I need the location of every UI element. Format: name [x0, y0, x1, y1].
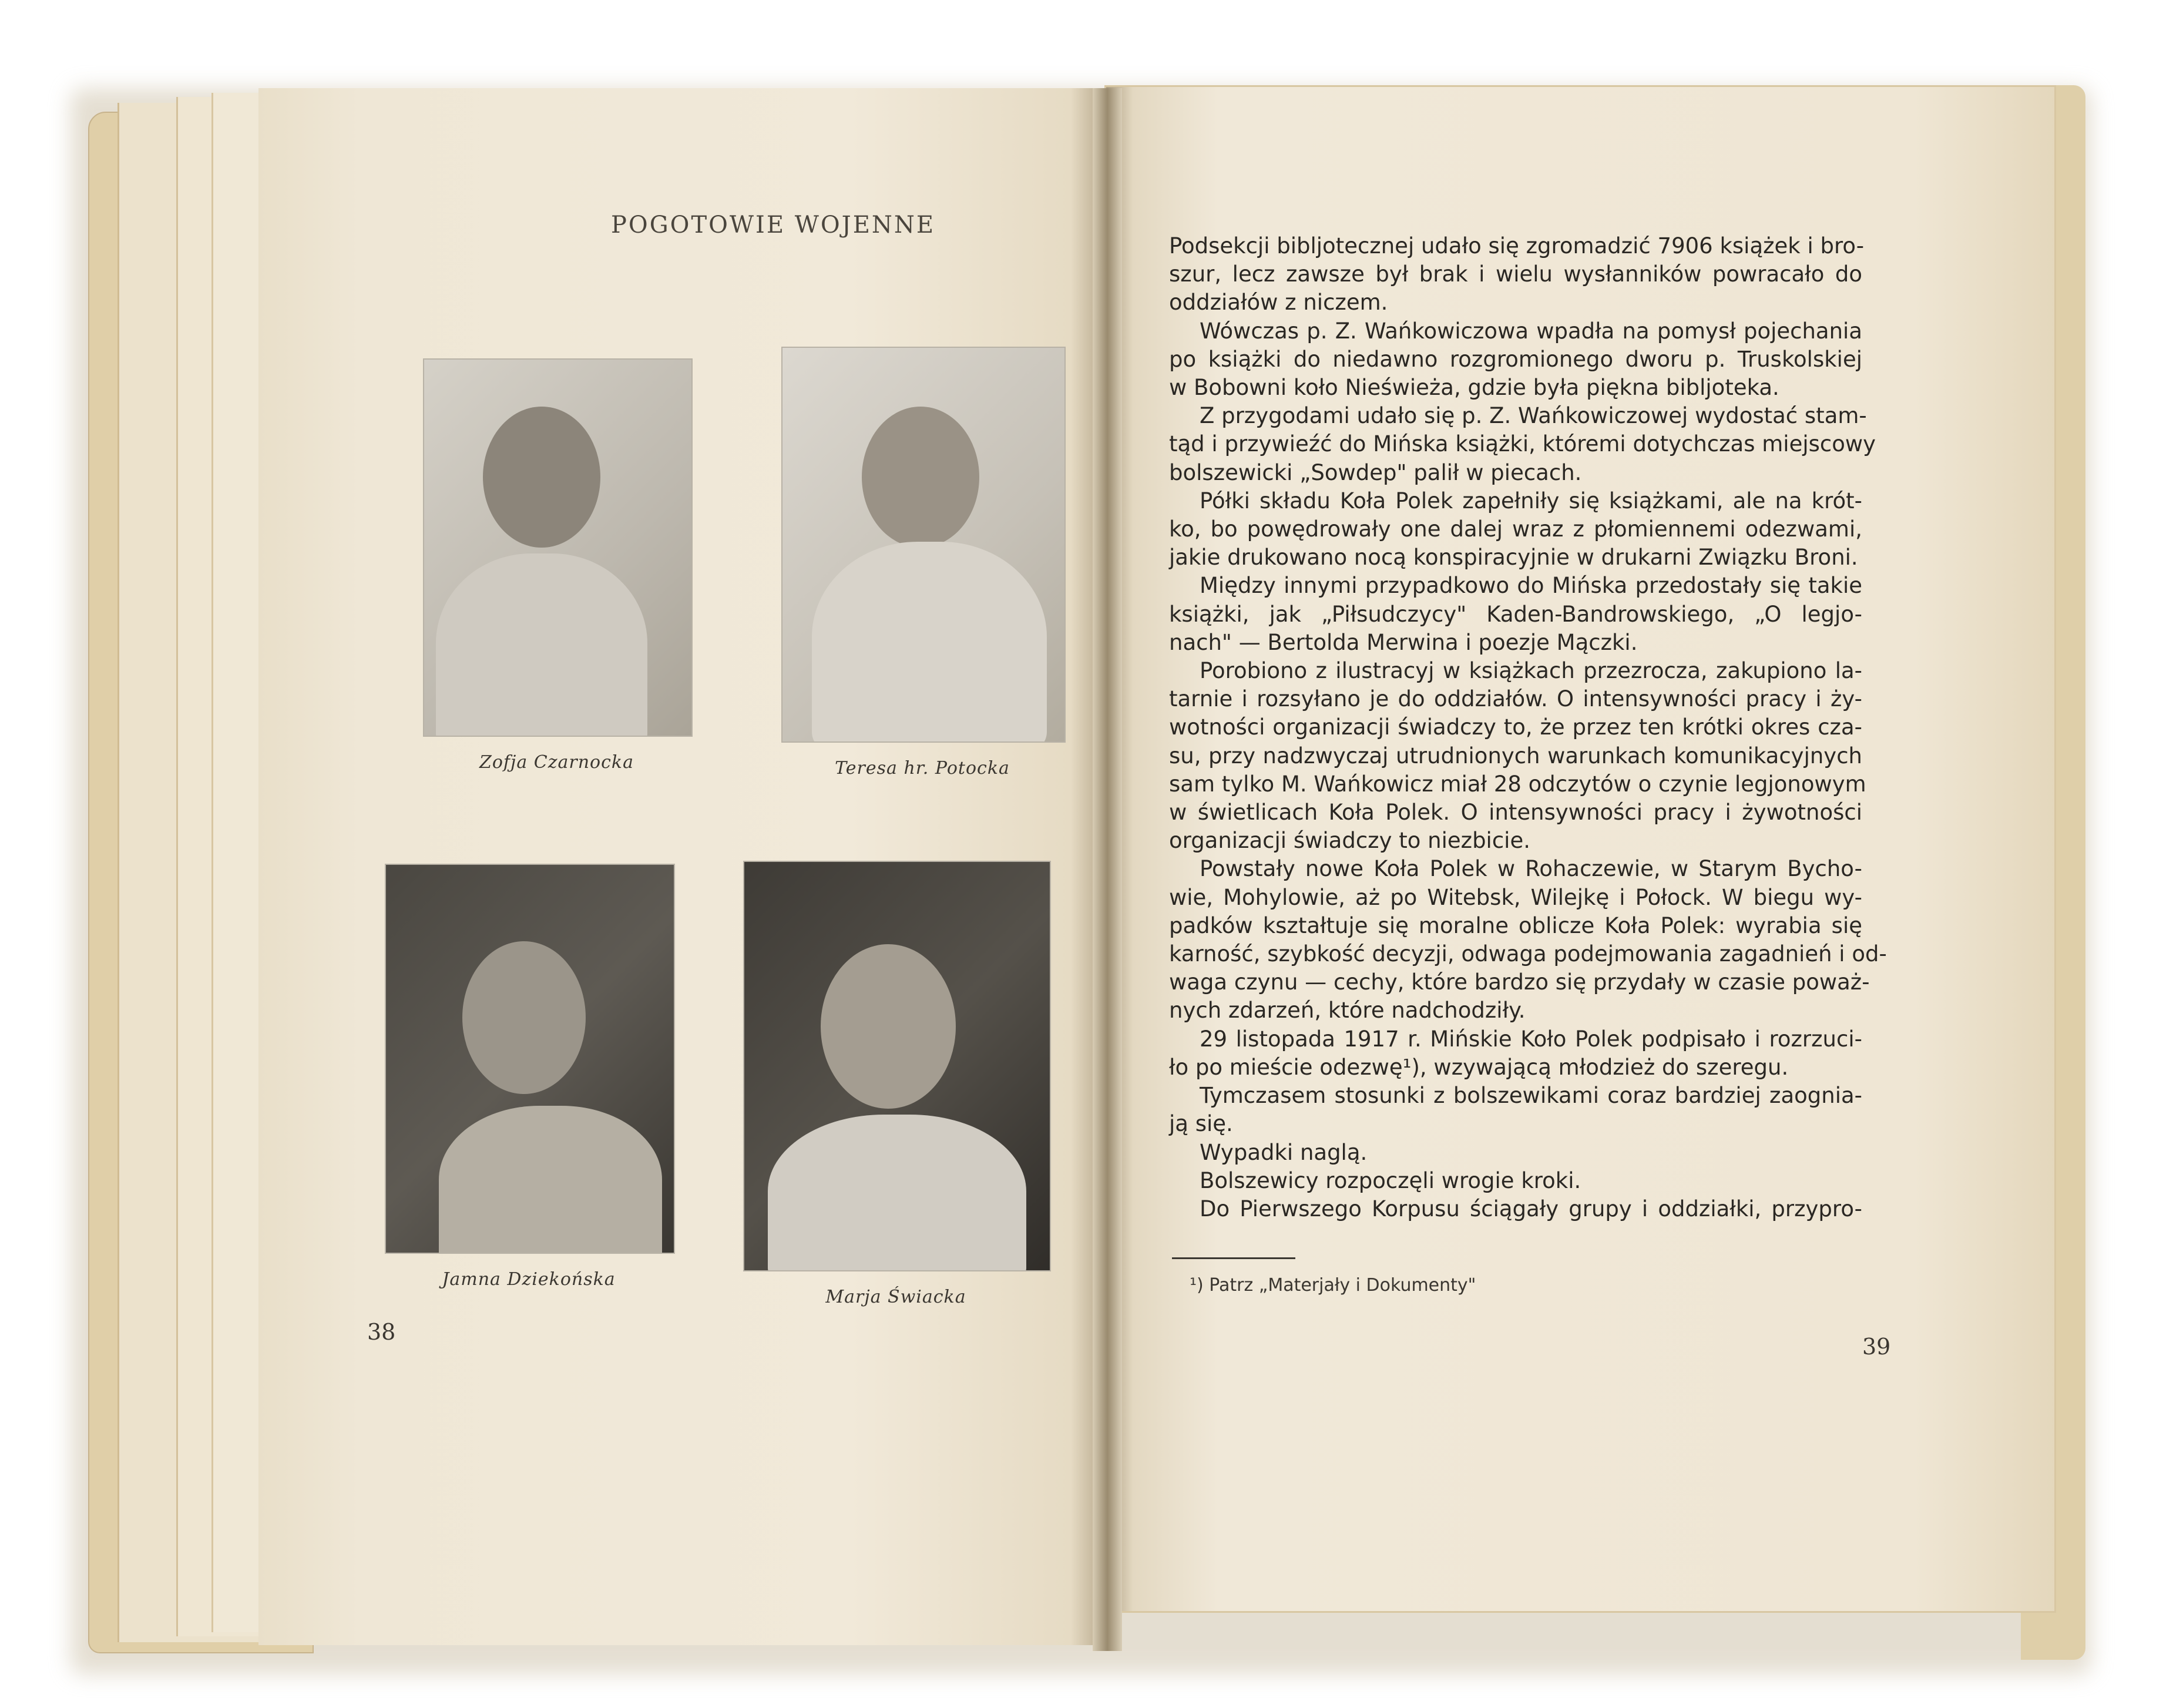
portrait-caption: Marja Świacka	[825, 1287, 966, 1307]
text-line: nach" — Bertolda Merwina i poezje Mączki.	[1169, 629, 1638, 655]
portrait-caption: Teresa hr. Potocka	[835, 758, 1010, 779]
portrait-head	[862, 407, 979, 548]
text-line: wie, Mohylowie, aż po Witebsk, Wilejkę i Połock. W biegu wy-	[1169, 884, 1862, 910]
portrait-photo	[423, 358, 693, 737]
portrait-body	[768, 1115, 1026, 1271]
footnote-rule	[1172, 1257, 1295, 1259]
portrait-photo	[385, 864, 675, 1254]
text-line: nych zdarzeń, które nadchodziły.	[1169, 998, 1526, 1024]
text-line: Bolszewicy rozpoczęli wrogie kroki.	[1200, 1167, 1581, 1193]
portrait-caption: Jamna Dziekońska	[442, 1269, 616, 1290]
portrait-photo	[781, 347, 1066, 743]
portrait-head	[821, 944, 956, 1109]
text-line: ko, bo powędrowały one dalej wraz z płomiennemi odezwami,	[1169, 516, 1862, 542]
text-line: karność, szybkość decyzji, odwaga podejmowania zagadnień i od-	[1169, 941, 1887, 967]
text-line: Wypadki naglą.	[1200, 1139, 1368, 1165]
text-line: ją się.	[1169, 1111, 1233, 1137]
footnote: ¹) Patrz „Materjały i Dokumenty"	[1190, 1275, 1476, 1296]
text-line: tarnie i rozsyłano je do oddziałów. O intensywności pracy i ży-	[1169, 686, 1862, 712]
text-line: sam tylko M. Wańkowicz miał 28 odczytów o czynie legjonowym	[1169, 771, 1866, 797]
text-line: padków kształtuje się moralne oblicze Koła Polek: wyrabia się	[1169, 912, 1862, 938]
text-line: Między innymi przypadkowo do Mińska przedostały się takie	[1200, 573, 1862, 599]
text-line: Z przygodami udało się p. Z. Wańkowiczowej wydostać stam-	[1200, 403, 1867, 429]
text-line: po książki do niedawno rozgromionego dworu p. Truskolskiej	[1169, 346, 1862, 372]
text-line: szur, lecz zawsze był brak i wielu wysłanników powracało do	[1169, 261, 1862, 287]
portrait-caption: Zofja Czarnocka	[479, 752, 634, 773]
page-number-left: 38	[367, 1319, 396, 1345]
body-text	[1169, 232, 1887, 1223]
text-line: Półki składu Koła Polek zapełniły się książkami, ale na krót-	[1200, 488, 1862, 514]
text-line: ło po mieście odezwę¹), wzywającą młodzież do szeregu.	[1169, 1054, 1789, 1080]
portrait-photo	[743, 861, 1051, 1271]
text-line: su, przy nadzwyczaj utrudnionych warunkach komunikacyjnych	[1169, 743, 1862, 769]
portrait-body	[812, 542, 1047, 743]
text-line: książki, jak „Piłsudczycy" Kaden-Bandrowskiego, „O legjo-	[1169, 601, 1862, 627]
portrait-head	[462, 941, 586, 1094]
text-line: waga czynu — cechy, które bardzo się przydały w czasie poważ-	[1169, 969, 1870, 995]
text-line: Porobiono z ilustracyj w książkach przezrocza, zakupiono la-	[1200, 658, 1862, 684]
text-line: w świetlicach Koła Polek. O intensywności pracy i żywotności	[1169, 800, 1862, 826]
text-line: oddziałów z niczem.	[1169, 290, 1388, 316]
text-line: jakie drukowano nocą konspiracyjnie w drukarni Związku Broni.	[1169, 545, 1858, 571]
text-line: Podsekcji bibljotecznej udało się zgromadzić 7906 książek i bro-	[1169, 233, 1865, 259]
portrait-body	[436, 553, 647, 737]
portrait-head	[483, 407, 600, 548]
portrait-body	[439, 1106, 662, 1254]
text-line: w Bobowni koło Nieświeża, gdzie była piękna bibljoteka.	[1169, 375, 1779, 401]
text-line: bolszewicki „Sowdep" palił w piecach.	[1169, 459, 1582, 485]
book-gutter	[1093, 88, 1122, 1651]
text-line: organizacji świadczy to niezbicie.	[1169, 828, 1530, 854]
page-number-right: 39	[1862, 1334, 1891, 1360]
text-line: Wówczas p. Z. Wańkowiczowa wpadła na pomysł pojechania	[1200, 318, 1862, 344]
text-line: 29 listopada 1917 r. Mińskie Koło Polek podpisało i rozrzuci-	[1200, 1026, 1862, 1052]
text-line: Do Pierwszego Korpusu ściągały grupy i oddziałki, przypro-	[1200, 1196, 1862, 1222]
text-line: Powstały nowe Koła Polek w Rohaczewie, w Starym Bycho-	[1200, 856, 1862, 882]
text-line: Tymczasem stosunki z bolszewikami coraz bardziej zaognia-	[1200, 1083, 1862, 1109]
text-line: tąd i przywieźć do Mińska książki, któremi dotychczas miejscowy	[1169, 431, 1876, 457]
running-head: POGOTOWIE WOJENNE	[611, 212, 936, 239]
text-line: wotności organizacji świadczy to, że przez ten krótki okres cza-	[1169, 714, 1862, 740]
